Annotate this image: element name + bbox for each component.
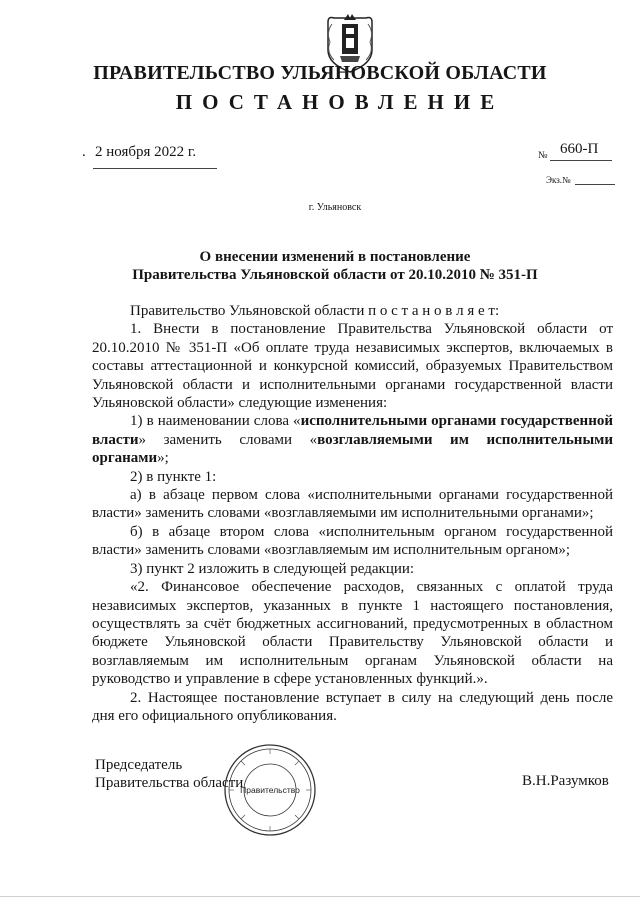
- title-line-1: О внесении изменений в постановление: [199, 249, 471, 265]
- text-fragment: »;: [157, 450, 169, 467]
- document-type: ПОСТАНОВЛЕНИЕ: [175, 90, 505, 114]
- number-underline: [550, 160, 612, 161]
- date-underline: [93, 168, 217, 169]
- document-body: [92, 302, 613, 725]
- number-sign: №: [538, 150, 548, 161]
- text-fragment: 1) в наименовании слова «: [130, 413, 301, 430]
- paragraph-item-1: 1. Внести в постановление Правительства Ульяновской области от 20.10.2010 № 351-П «Об оплате труда независимых экспертов, включаемых в составы аттестационной и конкурсной комиссий, образуемых Правительством Ульяновской области и исполнительными органами государственной власти Ульяновской области» следующие изменения:: [92, 321, 613, 412]
- paragraph-new-wording: «2. Финансовое обеспечение расходов, связанных с оплатой труда независимых экспертов, указанных в пункте 1 настоящего постановления, осуществлять за счёт бюджетных ассигнований, предусмотренных в областном бюджете Ульяновской области Правительству Ульяновской области и возглавляемым им исполнительным органам Ульяновской области на руководство и управление в сфере установленных функций.».: [92, 579, 613, 688]
- paragraph-subitem-2a: а) в абзаце первом слова «исполнительными органами государственной власти» заменить словами «возглавляемыми им исполнительными органами»;: [92, 487, 613, 522]
- copy-number-underline: [575, 184, 615, 185]
- government-name: ПРАВИТЕЛЬСТВО УЛЬЯНОВСКОЙ ОБЛАСТИ: [93, 62, 547, 84]
- paragraph-item-2: 2. Настоящее постановление вступает в силу на следующий день после дня его официального опубликования.: [92, 689, 613, 724]
- position-line-1: Председатель: [95, 757, 183, 773]
- copy-number-label: Экз.№: [546, 175, 571, 185]
- paragraph-subitem-3: 3) пункт 2 изложить в следующей редакции:: [130, 560, 415, 577]
- title-line-2: Правительства Ульяновской области от 20.10.2010 № 351-П: [132, 267, 538, 283]
- signatory-name: В.Н.Разумков: [522, 773, 609, 789]
- stamp-text: Правительство: [240, 785, 300, 795]
- paragraph-subitem-1: [92, 412, 613, 467]
- city: г. Ульяновск: [308, 202, 362, 213]
- document-title: [0, 248, 640, 284]
- official-seal-stamp: [222, 742, 318, 838]
- bold-fragment: возглавляемыми им исполнительными органами: [92, 431, 614, 467]
- paragraph-resolves: Правительство Ульяновской области п о с т а н о в л я е т:: [130, 303, 500, 319]
- page-bottom-edge: [0, 896, 640, 897]
- paragraph-subitem-2b: б) в абзаце втором слова «исполнительным органом государственной власти» заменить словами «возглавляемым им исполнительным органом»;: [92, 523, 613, 559]
- bold-fragment: исполнительными органами государственной власти: [92, 413, 613, 448]
- document-number: 660-П: [560, 141, 599, 157]
- text-fragment: » заменить словами «: [138, 431, 318, 448]
- position-line-2: Правительства области: [95, 775, 244, 791]
- paragraph-subitem-2: 2) в пункте 1:: [130, 468, 217, 485]
- date-dot: .: [82, 144, 86, 160]
- document-date: 2 ноября 2022 г.: [95, 144, 197, 160]
